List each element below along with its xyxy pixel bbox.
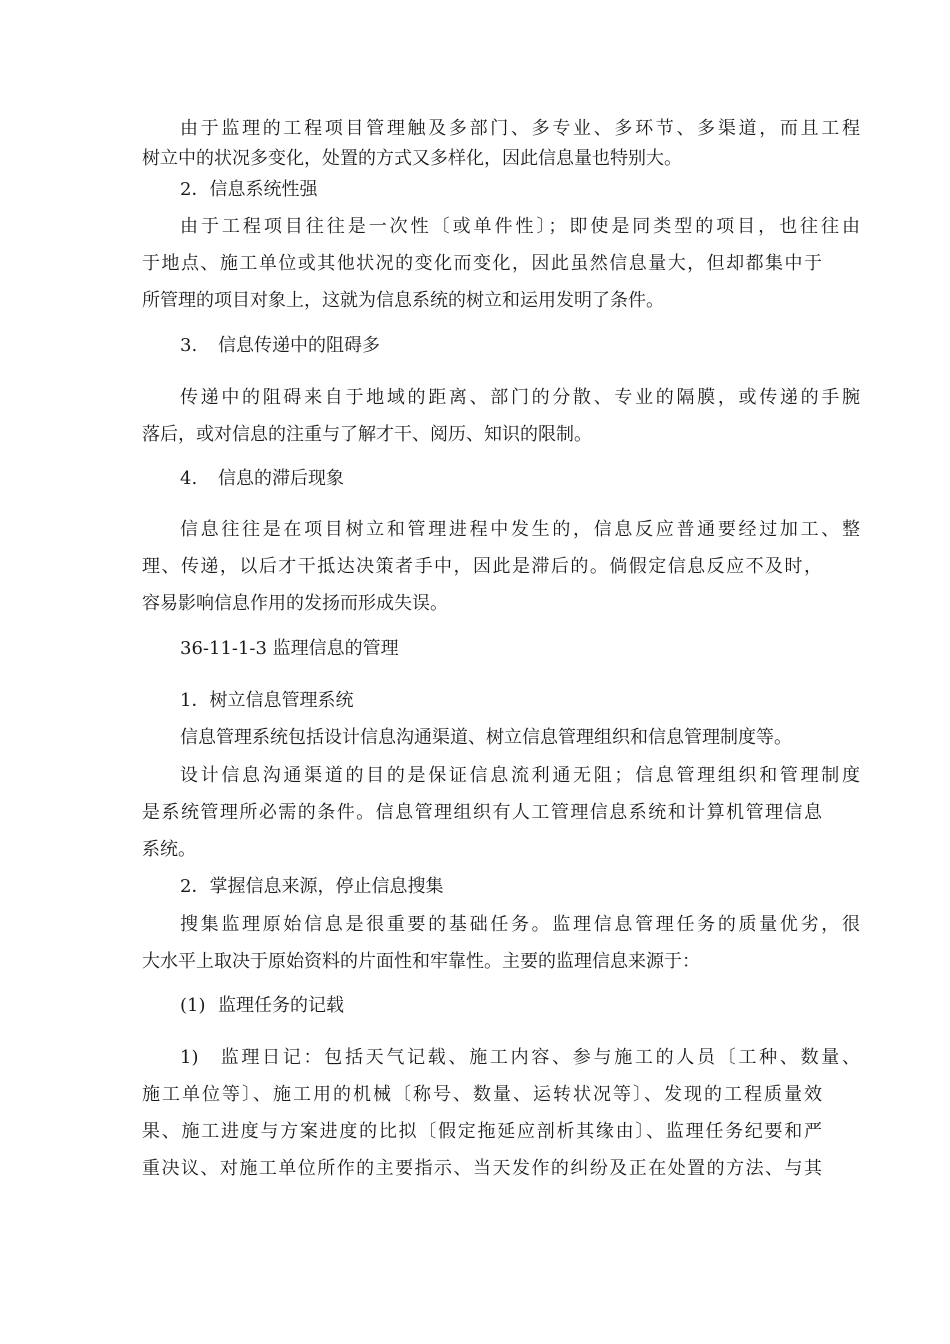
para-channels-line3: 系统。 [142,839,196,860]
diary-line4: 重决议、对施工单位所作的主要指示、当天发作的纠纷及正在处置的方法、与其 [142,1158,822,1179]
para-system-includes: 信息管理系统包括设计信息沟通渠道、树立信息管理组织和信息管理制度等。 [180,727,792,748]
diary-number: 1) [180,1047,199,1068]
para-channels-line1: 设计信息沟通渠道的目的是保证信息流利通无阻；信息管理组织和管理制度 [180,765,860,786]
para-system-line2: 于地点、施工单位或其他状况的变化而变化，因此虽然信息量大，但却都集中于 [142,253,822,274]
item-collect-sources: 2．掌握信息来源，停止信息搜集 [180,876,444,897]
heading-lag-text: 信息的滞后现象 [218,468,344,489]
para-collect-line2: 大水平上取决于原始资料的片面性和牢靠性。主要的监理信息来源于： [142,951,700,972]
diary-line1-text: 监理日记：包括天气记载、施工内容、参与施工的人员〔工种、数量、 [218,1047,860,1068]
diary-line1 [180,1043,860,1073]
para-collect-line1: 搜集监理原始信息是很重要的基础任务。监理信息管理任务的质量优劣，很 [180,914,860,935]
para-lag-line2: 理、传递，以后才干抵达决策者手中，因此是滞后的。倘假定信息反应不及时， [142,556,822,577]
heading-obstacles [180,331,860,361]
subitem-work-records-text: 监理任务的记载 [218,995,344,1016]
section-title: 36-11-1-3 监理信息的管理 [180,638,399,659]
heading-obstacles-text: 信息传递中的阻碍多 [218,335,380,356]
heading-lag [180,464,860,494]
item-establish-system: 1．树立信息管理系统 [180,690,354,711]
para-system-line1: 由于工程项目往往是一次性〔或单件性〕；即使是同类型的项目，也往往由 [180,216,860,237]
para-obstacles-line1: 传递中的阻碍来自于地域的距离、部门的分散、专业的隔膜，或传递的手腕 [180,387,860,408]
para-lag-line3: 容易影响信息作用的发扬而形成失误。 [142,593,448,614]
diary-line2: 施工单位等〕、施工用的机械〔称号、数量、运转状况等〕、发现的工程质量效 [142,1084,822,1105]
heading-lag-number: 4. [180,468,198,489]
para-lag-line1: 信息往往是在项目树立和管理进程中发生的，信息反应普通要经过加工、整 [180,519,860,540]
para-info-volume-line1: 由于监理的工程项目管理触及多部门、多专业、多环节、多渠道，而且工程 [180,118,860,139]
subitem-work-records [180,991,860,1021]
heading-system-strong: 2．信息系统性强 [180,179,318,200]
para-info-volume-line2: 树立中的状况多变化，处置的方式又多样化，因此信息量也特别大。 [142,148,682,169]
para-channels-line2: 是系统管理所必需的条件。信息管理组织有人工管理信息系统和计算机管理信息 [142,802,822,823]
para-obstacles-line2: 落后，或对信息的注重与了解才干、阅历、知识的限制。 [142,424,592,445]
para-system-line3: 所管理的项目对象上，这就为信息系统的树立和运用发明了条件。 [142,290,664,311]
heading-obstacles-number: 3. [180,335,198,356]
diary-line3: 果、施工进度与方案进度的比拟〔假定拖延应剖析其缘由〕、监理任务纪要和严 [142,1121,822,1142]
subitem-work-records-number: (1) [180,995,206,1016]
